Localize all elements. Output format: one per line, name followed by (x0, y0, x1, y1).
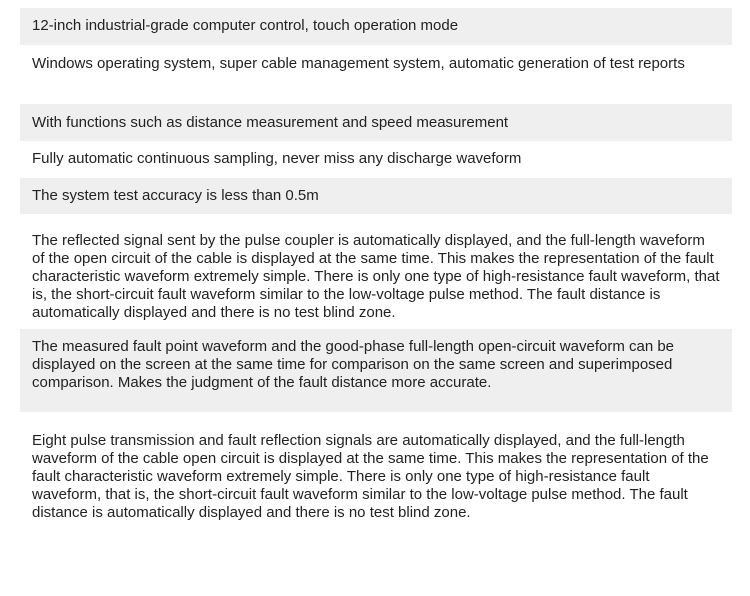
feature-text: Eight pulse transmission and fault reflection signals are automatically displayed, and the full-length waveform of the cable open circuit is displayed at the same time. This makes the representation of the fault characteristic waveform extremely simple. There is only one type of high-resistance fault waveform, that is, the short-circuit fault waveform similar to the low-voltage pulse method. The fault distance is automatically displayed and there is no test blind zone. (32, 432, 709, 521)
feature-row (20, 104, 732, 141)
feature-text: 12-inch industrial-grade computer control, touch operation mode (32, 17, 459, 34)
feature-row (20, 141, 732, 178)
feature-row (20, 329, 732, 412)
feature-row (20, 178, 732, 214)
feature-text: With functions such as distance measurement and speed measurement (32, 114, 509, 131)
feature-row (20, 214, 732, 329)
feature-text: Fully automatic continuous sampling, never miss any discharge waveform (32, 150, 522, 167)
feature-text: The measured fault point waveform and the good-phase full-length open-circuit waveform can be displayed on the screen at the same time for comparison on the same screen and superimposed comparison. Makes the judgment of the fault distance more accurate. (32, 338, 675, 391)
feature-row (20, 412, 732, 577)
feature-row (20, 45, 732, 104)
feature-list (20, 8, 732, 577)
feature-text: The reflected signal sent by the pulse coupler is automatically displayed, and the full-length waveform of the open circuit of the cable is displayed at the same time. This makes the representation of the fault characteristic waveform extremely simple. There is only one type of high-resistance fault waveform, that is, the short-circuit fault waveform similar to the low-voltage pulse method. The fault distance is automatically displayed and there is no test blind zone. (32, 232, 720, 321)
feature-text: The system test accuracy is less than 0.5m (32, 187, 319, 204)
feature-row (20, 8, 732, 45)
feature-text: Windows operating system, super cable management system, automatic generation of test reports (32, 55, 685, 72)
